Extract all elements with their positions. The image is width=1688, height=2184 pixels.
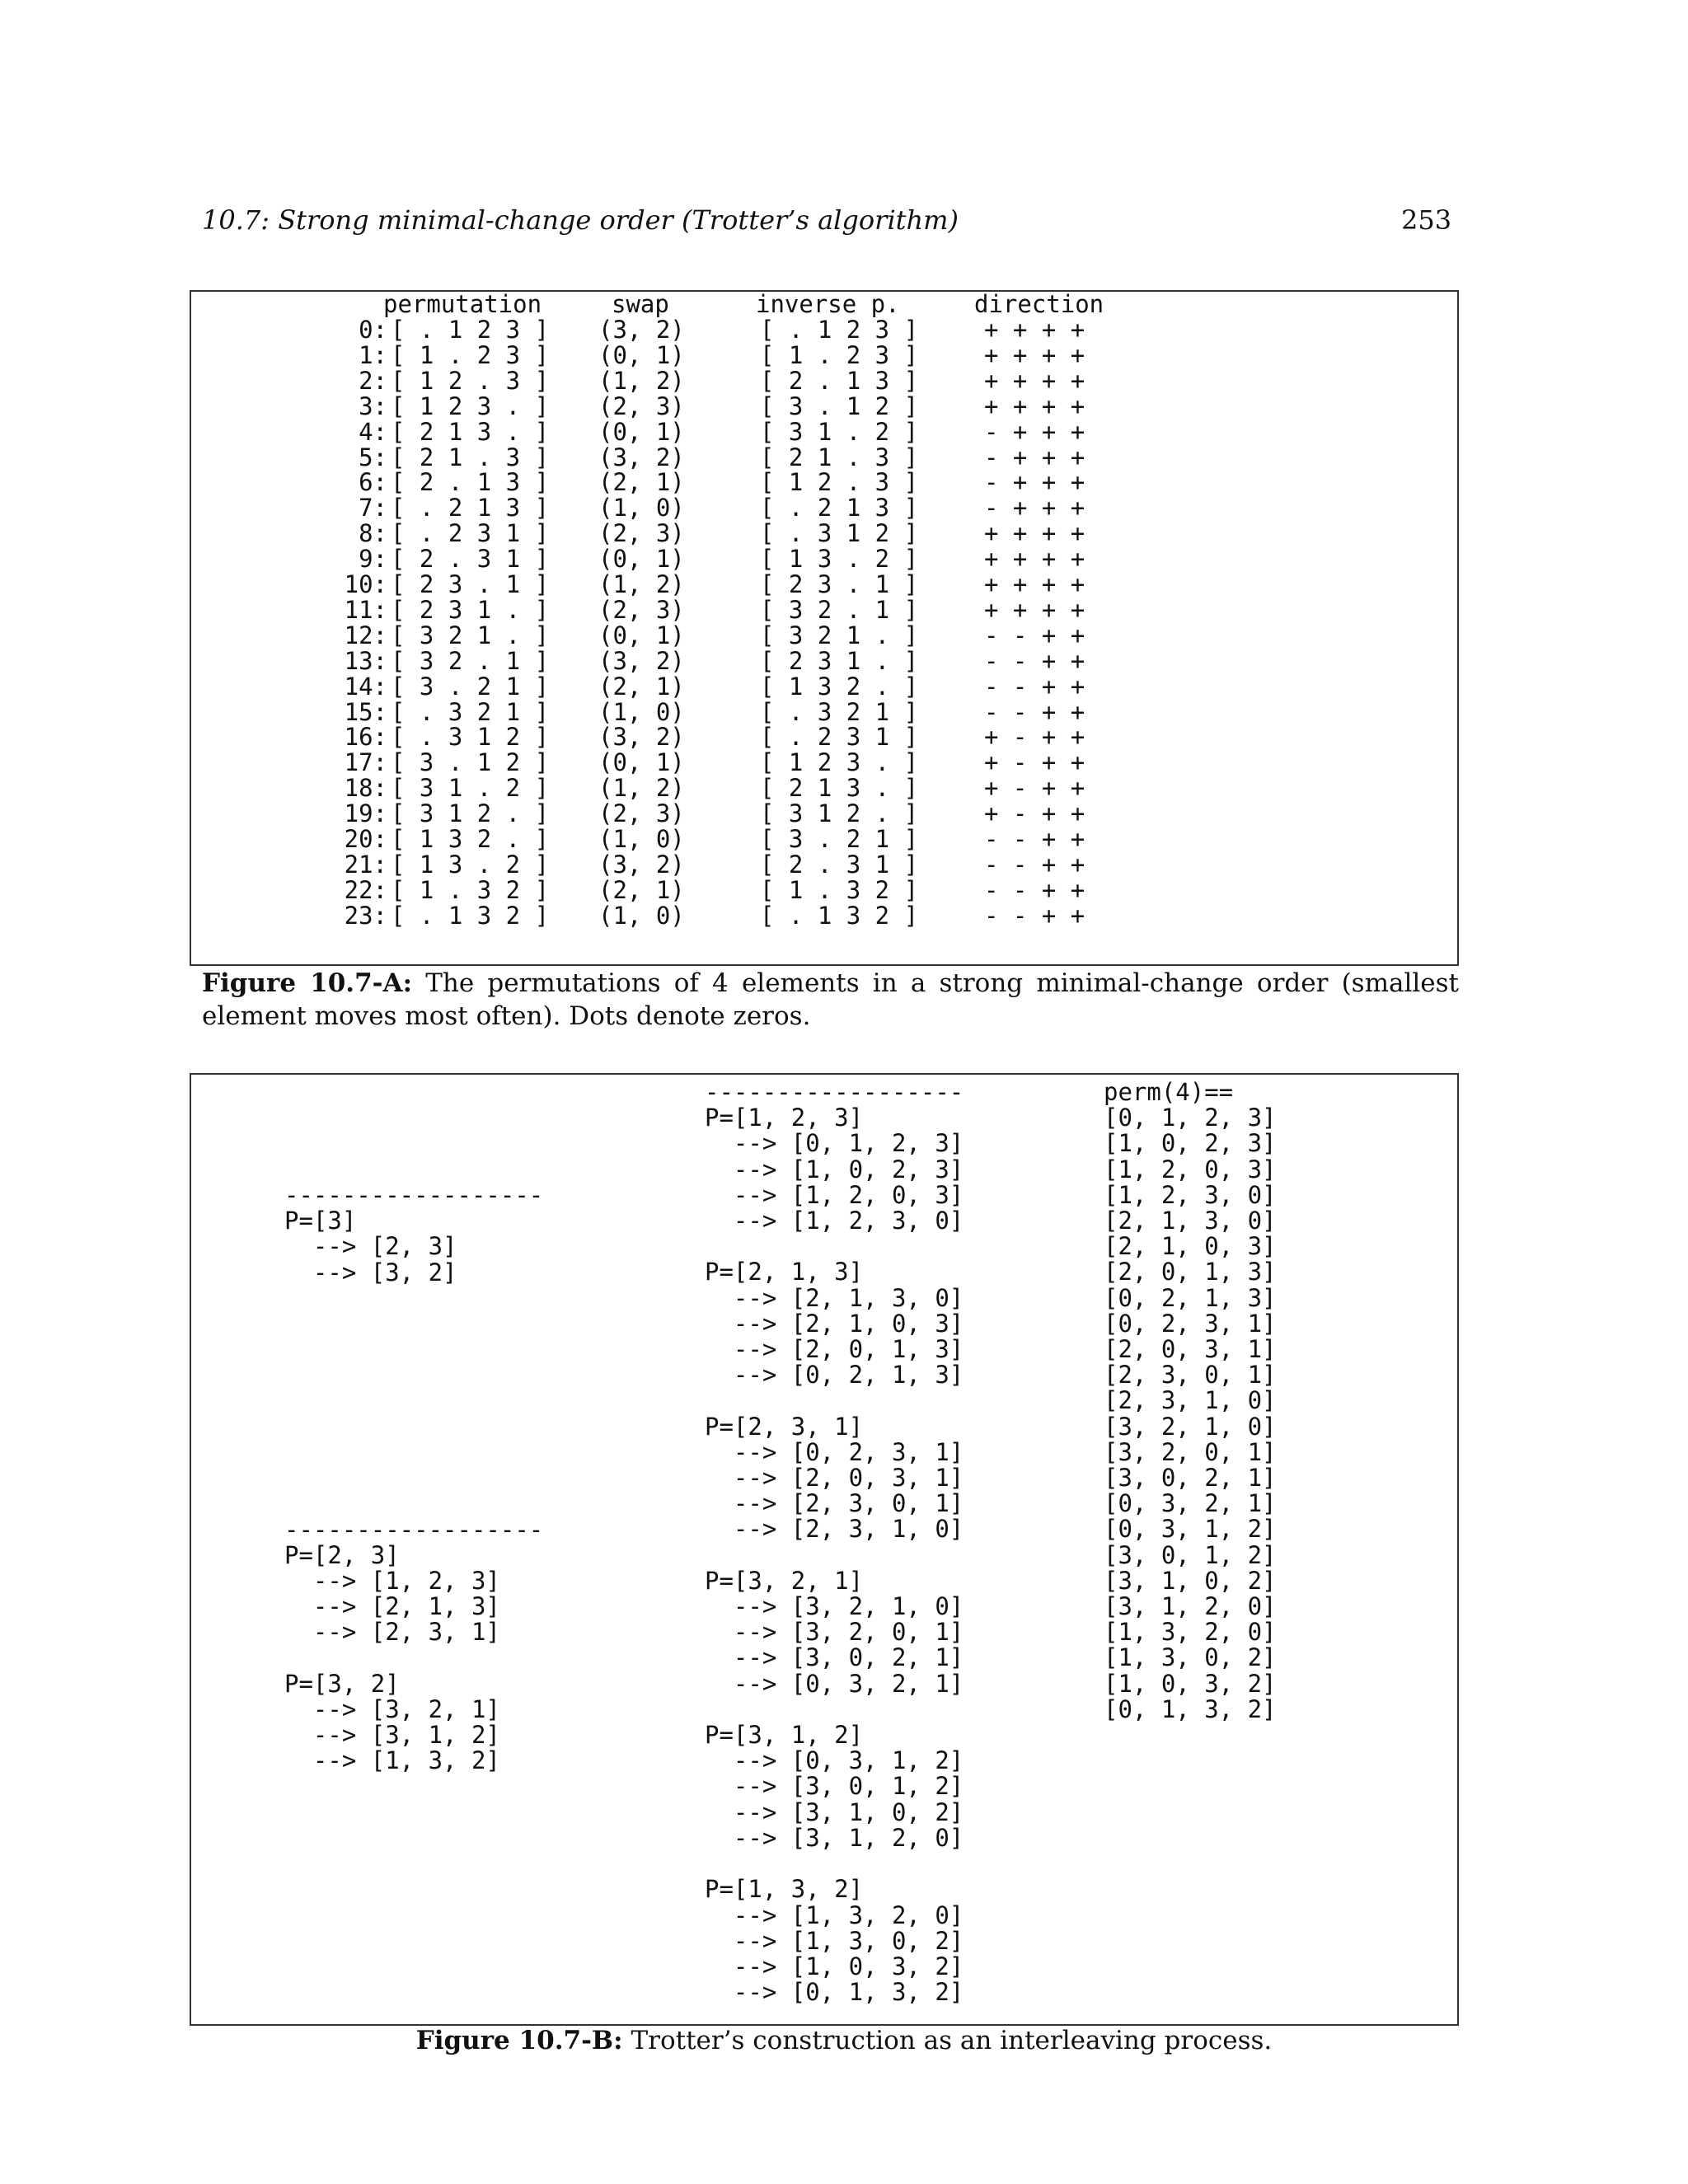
row-index: 11:	[344, 595, 387, 624]
row-inverse: [ . 2 1 3 ]	[760, 494, 919, 523]
row-direction: - - + +	[984, 850, 1085, 879]
figure-a-caption-text: The permutations of 4 elements in a strong minimal-change order (smallest element moves most often). Dots denote zeros.	[202, 968, 1459, 1031]
row-index: 14:	[344, 672, 387, 701]
left-column-code: ------------------ P=[3] --> [2, 3] --> [3, 2] ------------------ P=[2, 3] --> [1, 2, 3] --> [2, 1, 3] --> [2, 3, 1] P=[3, 2] --> [3, 2, 1] --> [3, 1, 2] --> [1, 3, 2]	[284, 1181, 544, 1775]
row-swap: (2, 3)	[598, 391, 685, 420]
row-swap: (1, 0)	[598, 494, 685, 523]
row-inverse: [ 3 2 . 1 ]	[760, 595, 919, 624]
row-permutation: [ . 3 1 2 ]	[391, 723, 550, 752]
row-inverse: [ 2 1 3 . ]	[760, 774, 919, 803]
header-inverse: inverse p.	[756, 290, 900, 318]
row-swap: (0, 1)	[598, 748, 685, 777]
row-direction: - - + +	[984, 875, 1085, 904]
row-index: 3:	[359, 391, 387, 420]
row-permutation: [ . 1 2 3 ]	[391, 316, 550, 344]
row-inverse: [ 2 3 1 . ]	[760, 646, 919, 675]
row-direction: + + + +	[984, 366, 1085, 395]
row-swap: (2, 1)	[598, 875, 685, 904]
row-permutation: [ 2 3 . 1 ]	[391, 570, 550, 598]
row-swap: (0, 1)	[598, 417, 685, 446]
row-swap: (2, 1)	[598, 672, 685, 701]
row-index: 20:	[344, 825, 387, 853]
row-permutation: [ 1 3 2 . ]	[391, 825, 550, 853]
row-swap: (2, 1)	[598, 468, 685, 497]
row-swap: (1, 0)	[598, 825, 685, 853]
row-direction: - - + +	[984, 621, 1085, 649]
row-swap: (2, 3)	[598, 799, 685, 828]
row-inverse: [ 2 . 1 3 ]	[760, 366, 919, 395]
row-inverse: [ 2 1 . 3 ]	[760, 443, 919, 471]
row-permutation: [ 3 1 2 . ]	[391, 799, 550, 828]
row-index: 15:	[344, 697, 387, 726]
row-index: 18:	[344, 774, 387, 803]
row-permutation: [ 2 1 3 . ]	[391, 417, 550, 446]
row-inverse: [ 1 3 . 2 ]	[760, 545, 919, 574]
row-index: 19:	[344, 799, 387, 828]
row-permutation: [ 1 2 . 3 ]	[391, 366, 550, 395]
page-number: 253	[1401, 204, 1452, 236]
row-inverse: [ 3 . 1 2 ]	[760, 391, 919, 420]
row-swap: (0, 1)	[598, 621, 685, 649]
row-direction: - - + +	[984, 697, 1085, 726]
figure-a-caption-label: Figure 10.7-A:	[202, 968, 413, 998]
figure-a-frame	[190, 290, 1459, 966]
row-permutation: [ 3 . 1 2 ]	[391, 748, 550, 777]
row-swap: (3, 2)	[598, 723, 685, 752]
header-swap: swap	[612, 290, 669, 318]
row-swap: (2, 3)	[598, 519, 685, 548]
row-index: 6:	[359, 468, 387, 497]
row-swap: (3, 2)	[598, 850, 685, 879]
row-permutation: [ . 2 3 1 ]	[391, 519, 550, 548]
row-inverse: [ . 1 3 2 ]	[760, 901, 919, 930]
figure-b-caption-text: Trotter’s construction as an interleaving process.	[631, 2026, 1273, 2055]
row-inverse: [ 3 1 2 . ]	[760, 799, 919, 828]
row-index: 13:	[344, 646, 387, 675]
row-index: 4:	[359, 417, 387, 446]
row-direction: - - + +	[984, 825, 1085, 853]
row-swap: (2, 3)	[598, 595, 685, 624]
row-inverse: [ 2 3 . 1 ]	[760, 570, 919, 598]
row-inverse: [ 3 . 2 1 ]	[760, 825, 919, 853]
row-swap: (3, 2)	[598, 316, 685, 344]
row-direction: + + + +	[984, 519, 1085, 548]
header-permutation: permutation	[383, 290, 542, 318]
row-index: 16:	[344, 723, 387, 752]
row-index: 10:	[344, 570, 387, 598]
row-swap: (3, 2)	[598, 443, 685, 471]
row-direction: - + + +	[984, 417, 1085, 446]
row-inverse: [ 3 2 1 . ]	[760, 621, 919, 649]
row-inverse: [ 1 . 2 3 ]	[760, 340, 919, 369]
row-permutation: [ 2 1 . 3 ]	[391, 443, 550, 471]
row-inverse: [ 1 . 3 2 ]	[760, 875, 919, 904]
header-direction: direction	[974, 290, 1104, 318]
row-inverse: [ 1 2 3 . ]	[760, 748, 919, 777]
row-permutation: [ 3 2 1 . ]	[391, 621, 550, 649]
row-permutation: [ 3 2 . 1 ]	[391, 646, 550, 675]
row-direction: + + + +	[984, 340, 1085, 369]
middle-column-code: ------------------ P=[1, 2, 3] --> [0, 1, 2, 3] --> [1, 0, 2, 3] --> [1, 2, 0, 3] --> [1, 2, 3, 0] P=[2, 1, 3] --> [2, 1, 3, 0] --> [2, 1, 0, 3] --> [2, 0, 1, 3] --> [0, 2, 1, 3] P=[2, 3, 1] --> [0, 2, 3, 1] --> [2, 0, 3, 1] --> [2, 3, 0, 1] --> [2, 3, 1, 0] P=[3, 2, 1] --> [3, 2, 1, 0] --> [3, 2, 0, 1] --> [3, 0, 2, 1] --> [0, 3, 2, 1] P=[3, 1, 2] --> [0, 3, 1, 2] --> [3, 0, 1, 2] --> [3, 1, 0, 2] --> [3, 1, 2, 0] P=[1, 3, 2] --> [1, 3, 2, 0] --> [1, 3, 0, 2] --> [1, 0, 3, 2] --> [0, 1, 3, 2]	[705, 1078, 964, 2007]
figure-a-caption	[202, 967, 1459, 1033]
row-direction: + + + +	[984, 570, 1085, 598]
row-index: 12:	[344, 621, 387, 649]
row-index: 5:	[359, 443, 387, 471]
row-swap: (1, 2)	[598, 570, 685, 598]
row-direction: - - + +	[984, 672, 1085, 701]
row-index: 9:	[359, 545, 387, 574]
row-index: 0:	[359, 316, 387, 344]
row-index: 7:	[359, 494, 387, 523]
row-index: 22:	[344, 875, 387, 904]
row-direction: - + + +	[984, 468, 1085, 497]
row-inverse: [ . 2 3 1 ]	[760, 723, 919, 752]
row-direction: + + + +	[984, 316, 1085, 344]
row-index: 1:	[359, 340, 387, 369]
row-direction: - + + +	[984, 494, 1085, 523]
row-direction: + - + +	[984, 774, 1085, 803]
row-inverse: [ . 3 1 2 ]	[760, 519, 919, 548]
row-permutation: [ 2 . 3 1 ]	[391, 545, 550, 574]
row-index: 2:	[359, 366, 387, 395]
row-direction: - + + +	[984, 443, 1085, 471]
figure-b-frame	[190, 1073, 1459, 2026]
row-direction: + - + +	[984, 799, 1085, 828]
row-permutation: [ 1 2 3 . ]	[391, 391, 550, 420]
figure-b-caption	[0, 2024, 1688, 2057]
row-permutation: [ 2 . 1 3 ]	[391, 468, 550, 497]
row-permutation: [ 1 . 3 2 ]	[391, 875, 550, 904]
row-index: 8:	[359, 519, 387, 548]
row-swap: (0, 1)	[598, 340, 685, 369]
row-swap: (3, 2)	[598, 646, 685, 675]
row-inverse: [ 3 1 . 2 ]	[760, 417, 919, 446]
row-swap: (1, 0)	[598, 901, 685, 930]
running-header-title: 10.7: Strong minimal-change order (Trotter’s algorithm)	[202, 204, 959, 236]
row-direction: + + + +	[984, 595, 1085, 624]
row-permutation: [ 2 3 1 . ]	[391, 595, 550, 624]
row-direction: + - + +	[984, 748, 1085, 777]
row-permutation: [ . 1 3 2 ]	[391, 901, 550, 930]
right-column-code: perm(4)== [0, 1, 2, 3] [1, 0, 2, 3] [1, 2, 0, 3] [1, 2, 3, 0] [2, 1, 3, 0] [2, 1, 0, 3] [2, 0, 1, 3] [0, 2, 1, 3] [0, 2, 3, 1] [2, 0, 3, 1] [2, 3, 0, 1] [2, 3, 1, 0] [3, 2, 1, 0] [3, 2, 0, 1] [3, 0, 2, 1] [0, 3, 2, 1] [0, 3, 1, 2] [3, 0, 1, 2] [3, 1, 0, 2] [3, 1, 2, 0] [1, 3, 2, 0] [1, 3, 0, 2] [1, 0, 3, 2] [0, 1, 3, 2]	[1104, 1078, 1277, 1723]
row-swap: (1, 0)	[598, 697, 685, 726]
row-index: 17:	[344, 748, 387, 777]
row-direction: + + + +	[984, 391, 1085, 420]
row-direction: - - + +	[984, 901, 1085, 930]
row-permutation: [ . 2 1 3 ]	[391, 494, 550, 523]
row-direction: - - + +	[984, 646, 1085, 675]
row-inverse: [ 1 2 . 3 ]	[760, 468, 919, 497]
row-swap: (0, 1)	[598, 545, 685, 574]
row-swap: (1, 2)	[598, 366, 685, 395]
row-inverse: [ . 1 2 3 ]	[760, 316, 919, 344]
row-inverse: [ . 3 2 1 ]	[760, 697, 919, 726]
row-index: 21:	[344, 850, 387, 879]
row-swap: (1, 2)	[598, 774, 685, 803]
row-direction: + - + +	[984, 723, 1085, 752]
row-permutation: [ 1 . 2 3 ]	[391, 340, 550, 369]
row-inverse: [ 1 3 2 . ]	[760, 672, 919, 701]
figure-b-caption-label: Figure 10.7-B:	[415, 2026, 623, 2055]
row-index: 23:	[344, 901, 387, 930]
row-permutation: [ . 3 2 1 ]	[391, 697, 550, 726]
row-permutation: [ 3 1 . 2 ]	[391, 774, 550, 803]
row-direction: + + + +	[984, 545, 1085, 574]
row-permutation: [ 3 . 2 1 ]	[391, 672, 550, 701]
row-inverse: [ 2 . 3 1 ]	[760, 850, 919, 879]
row-permutation: [ 1 3 . 2 ]	[391, 850, 550, 879]
